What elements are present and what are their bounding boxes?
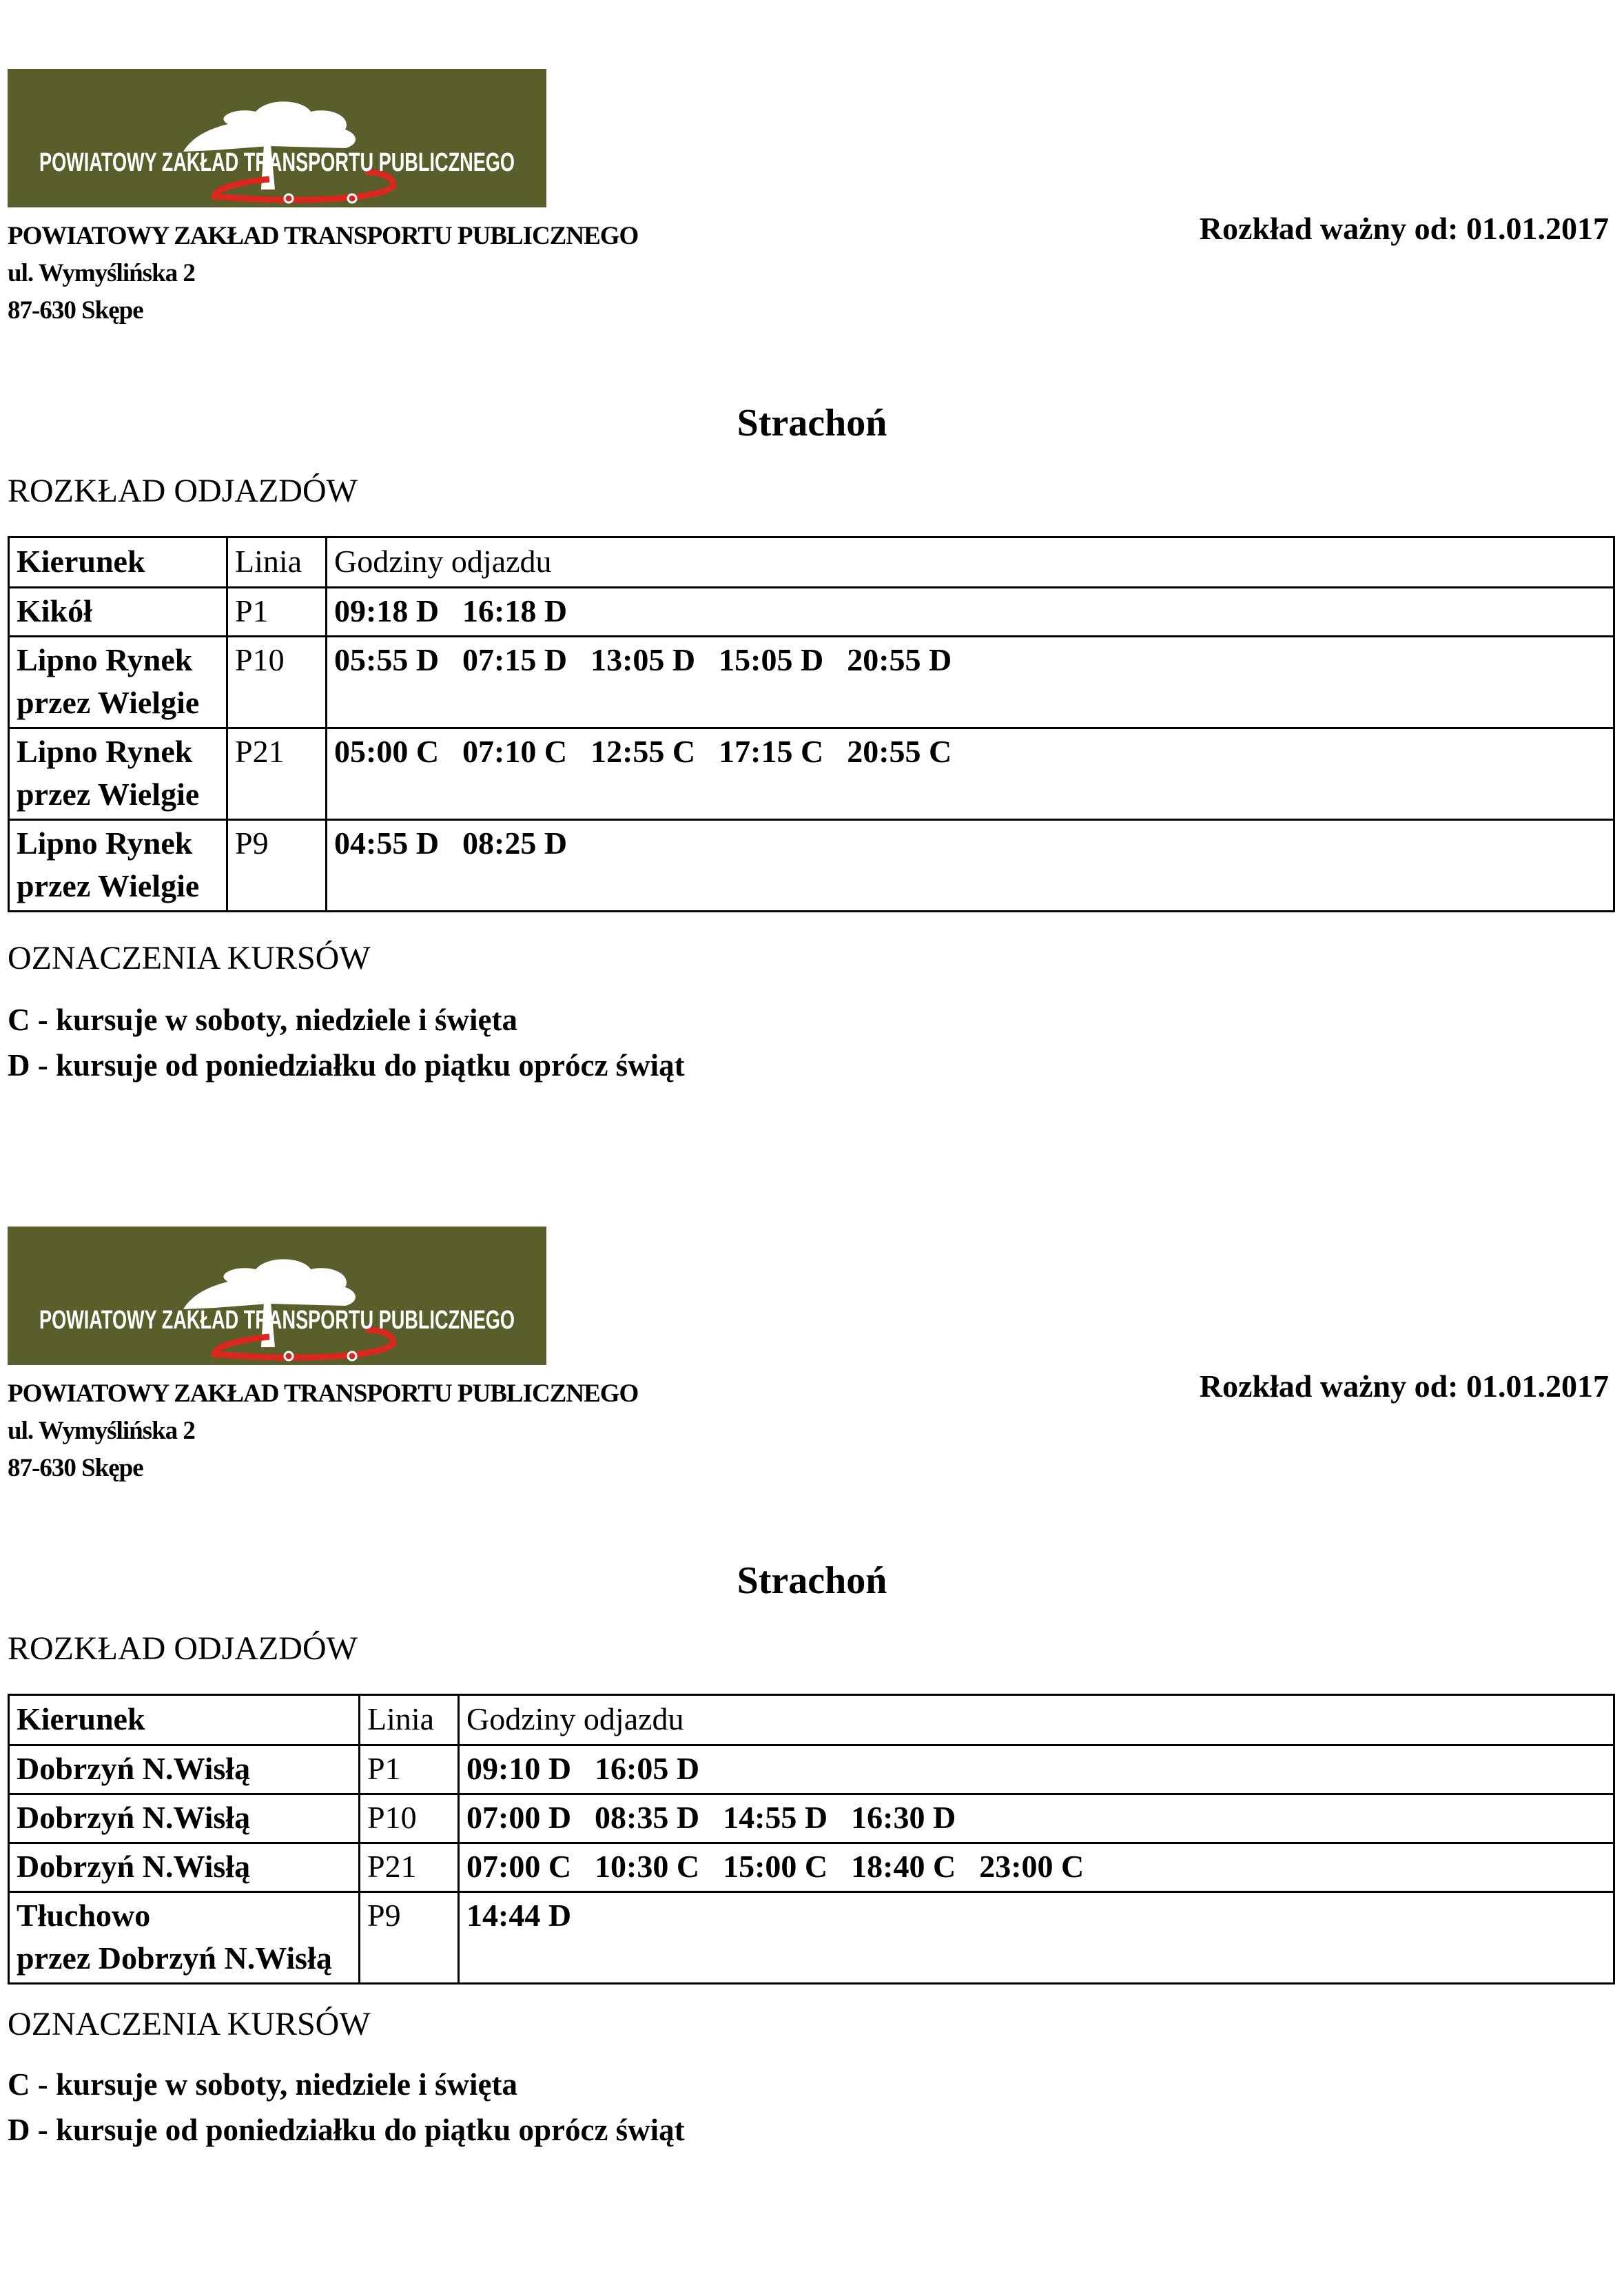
departures-heading: ROZKŁAD ODJAZDÓW (8, 473, 358, 509)
logo-text: POWIATOWY ZAKŁAD TRANSPORTU PUBLICZNEGO (39, 1306, 515, 1335)
legend-item-d: D - kursuje od poniedziałku do piątku oprócz świąt (8, 2113, 685, 2147)
company-street: ul. Wymyślińska 2 (8, 1417, 195, 1445)
legend-item-d: D - kursuje od poniedziałku do piątku oprócz świąt (8, 1048, 685, 1083)
logo-text: POWIATOWY ZAKŁAD TRANSPORTU PUBLICZNEGO (39, 148, 515, 177)
times-cell: 09:18 D 16:18 D (327, 588, 1614, 637)
times-cell: 14:44 D (459, 1892, 1614, 1984)
company-logo (8, 1227, 546, 1365)
direction-cell: Lipno Rynek przez Wielgie (9, 820, 227, 912)
table-row (9, 588, 1614, 637)
line-cell: P1 (360, 1745, 459, 1794)
legend (8, 2062, 685, 2153)
table-row (9, 728, 1614, 820)
direction-cell: Dobrzyń N.Wisłą (9, 1745, 360, 1794)
table-row (9, 1745, 1614, 1794)
line-cell: P10 (360, 1794, 459, 1843)
line-cell: P1 (227, 588, 327, 637)
column-header-direction: Kierunek (9, 537, 227, 588)
departures-heading: ROZKŁAD ODJAZDÓW (8, 1630, 358, 1667)
direction-cell: Dobrzyń N.Wisłą (9, 1843, 360, 1892)
column-header-line: Linia (227, 537, 327, 588)
company-logo (8, 69, 546, 207)
line-cell: P9 (227, 820, 327, 912)
table-row (9, 1892, 1614, 1984)
direction-cell: Kikół (9, 588, 227, 637)
tree-bus-logo-icon (8, 1227, 546, 1365)
legend-item-c: C - kursuje w soboty, niedziele i święta (8, 2067, 517, 2102)
table-row (9, 1843, 1614, 1892)
legend-title: OZNACZENIA KURSÓW (8, 940, 371, 976)
legend-title: OZNACZENIA KURSÓW (8, 2006, 371, 2042)
company-street: ul. Wymyślińska 2 (8, 259, 195, 287)
direction-cell: Lipno Rynek przez Wielgie (9, 728, 227, 820)
company-city: 87-630 Skępe (8, 1454, 143, 1482)
direction-cell: Lipno Rynek przez Wielgie (9, 637, 227, 728)
times-cell: 05:55 D 07:15 D 13:05 D 15:05 D 20:55 D (327, 637, 1614, 728)
times-cell: 07:00 D 08:35 D 14:55 D 16:30 D (459, 1794, 1614, 1843)
column-header-direction: Kierunek (9, 1695, 360, 1745)
line-cell: P21 (360, 1843, 459, 1892)
company-name: POWIATOWY ZAKŁAD TRANSPORTU PUBLICZNEGO (8, 222, 639, 250)
table-header-row (9, 537, 1614, 588)
line-cell: P21 (227, 728, 327, 820)
table-row (9, 637, 1614, 728)
tree-bus-logo-icon (8, 69, 546, 207)
times-cell: 07:00 C 10:30 C 15:00 C 18:40 C 23:00 C (459, 1843, 1614, 1892)
company-address (8, 1375, 638, 1487)
legend (8, 997, 685, 1088)
stop-name-title: Strachoń (737, 402, 887, 444)
line-cell: P9 (360, 1892, 459, 1984)
times-cell: 04:55 D 08:25 D (327, 820, 1614, 912)
column-header-line: Linia (360, 1695, 459, 1745)
departures-table (8, 536, 1615, 912)
valid-from-date: Rozkład ważny od: 01.01.2017 (1199, 211, 1609, 246)
valid-from-date: Rozkład ważny od: 01.01.2017 (1199, 1368, 1609, 1404)
company-name: POWIATOWY ZAKŁAD TRANSPORTU PUBLICZNEGO (8, 1380, 639, 1408)
departures-table (8, 1694, 1615, 1985)
direction-cell: Tłuchowo przez Dobrzyń N.Wisłą (9, 1892, 360, 1984)
company-city: 87-630 Skępe (8, 296, 143, 325)
column-header-times: Godziny odjazdu (459, 1695, 1614, 1745)
table-row (9, 1794, 1614, 1843)
table-row (9, 820, 1614, 912)
stop-name-title: Strachoń (737, 1559, 887, 1602)
line-cell: P10 (227, 637, 327, 728)
times-cell: 05:00 C 07:10 C 12:55 C 17:15 C 20:55 C (327, 728, 1614, 820)
timetable-sheet-2 (0, 1159, 1624, 2287)
times-cell: 09:10 D 16:05 D (459, 1745, 1614, 1794)
table-header-row (9, 1695, 1614, 1745)
column-header-times: Godziny odjazdu (327, 537, 1614, 588)
company-address (8, 218, 638, 329)
legend-item-c: C - kursuje w soboty, niedziele i święta (8, 1003, 517, 1037)
direction-cell: Dobrzyń N.Wisłą (9, 1794, 360, 1843)
timetable-sheet-1 (0, 0, 1624, 1128)
